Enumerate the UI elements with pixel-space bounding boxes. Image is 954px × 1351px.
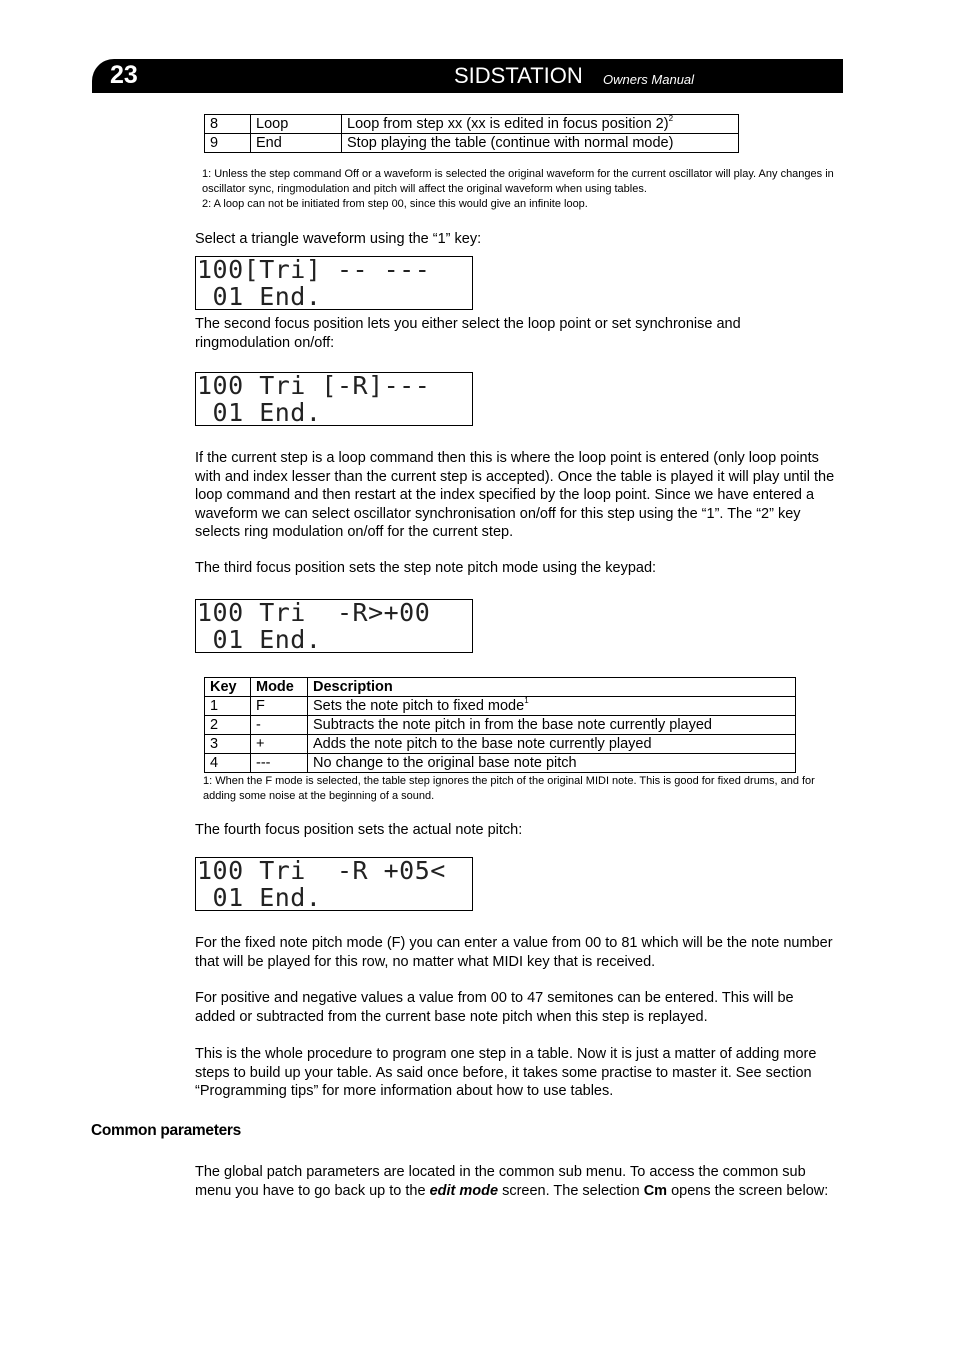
paragraph: This is the whole procedure to program one step in a table. Now it is just a matter of adding more steps to build up your table. As said once before, it takes some practise to master it. See section “Programming tips” for more information about how to use tables. bbox=[195, 1046, 817, 1099]
paragraph: The third focus position sets the step note pitch mode using the keypad: bbox=[195, 560, 657, 576]
table-row bbox=[205, 716, 796, 735]
paragraph: The second focus position lets you either select the loop point or set synchronise and ringmodulation on/off: bbox=[195, 316, 741, 351]
cell-key: 2 bbox=[205, 716, 251, 735]
strong-text: Cm bbox=[643, 1182, 668, 1199]
manual-subtitle: Owners Manual bbox=[603, 72, 695, 87]
cell-key: 3 bbox=[205, 735, 251, 754]
cell-key: 1 bbox=[205, 697, 251, 716]
cell-mode: --- bbox=[251, 754, 308, 773]
lcd-line: 01 End. bbox=[197, 398, 322, 427]
lcd-display bbox=[195, 256, 473, 310]
table-row bbox=[205, 697, 796, 716]
command-table bbox=[204, 114, 739, 153]
cell-key: 4 bbox=[205, 754, 251, 773]
lcd-display bbox=[195, 857, 473, 911]
lcd-line: 01 End. bbox=[197, 883, 322, 912]
lcd-line: 100 Tri -R>+00 bbox=[197, 598, 431, 627]
cell-mode: + bbox=[251, 735, 308, 754]
cell-desc: Sets the note pitch to fixed mode$^1$ bbox=[308, 697, 796, 716]
table-row bbox=[205, 134, 739, 153]
header-description: Description bbox=[308, 678, 796, 697]
footnote-ref: 1 bbox=[524, 696, 529, 705]
lcd-line: 01 End. bbox=[197, 625, 322, 654]
table-row bbox=[205, 735, 796, 754]
cell-desc: Adds the note pitch to the base note currently played bbox=[308, 735, 796, 754]
page-header bbox=[92, 59, 843, 93]
manual-title: SIDSTATION bbox=[454, 63, 583, 88]
table-row bbox=[205, 754, 796, 773]
header-mode: Mode bbox=[251, 678, 308, 697]
cell-name: Loop bbox=[251, 115, 342, 134]
pitch-mode-table bbox=[204, 677, 796, 773]
section-heading: Common parameters bbox=[91, 1122, 241, 1139]
cell-desc: Loop from step xx (xx is edited in focus position 2)$^2$ bbox=[342, 115, 739, 134]
footnote: 1: Unless the step command Off or a waveform is selected the original waveform for the current oscillator will play. Any changes in oscillator sync, ringmodulation and pitch will affect the original waveform when using tables. bbox=[202, 168, 834, 195]
header-key: Key bbox=[205, 678, 251, 697]
paragraph: The fourth focus position sets the actual note pitch: bbox=[195, 822, 523, 838]
emphasis: edit mode bbox=[429, 1182, 499, 1199]
footnote: 2: A loop can not be initiated from step 00, since this would give an infinite loop. bbox=[202, 198, 588, 210]
paragraph: For positive and negative values a value from 00 to 47 semitones can be entered. This will be added or subtracted from the current base note pitch when this step is replayed. bbox=[195, 990, 794, 1025]
page-number: 23 bbox=[110, 61, 138, 89]
footnote: 1: When the F mode is selected, the table step ignores the pitch of the original MIDI note. This is good for fixed drums, and for adding some noise at the beginning of a sound. bbox=[203, 775, 815, 802]
footnotes bbox=[202, 167, 842, 212]
table-header-row bbox=[205, 678, 796, 697]
paragraph: If the current step is a loop command then this is where the loop point is entered (only loop points with and index lesser than the current step is accepted). Once the table is played it will play until the loop command and then restart at the index specified by the loop point. Since we have entered a waveform we can select oscillator synchronisation on/off for this step using the “1”. The “2” key selects ring modulation on/off for the current step. bbox=[195, 450, 835, 540]
paragraph: Select a triangle waveform using the “1” key: bbox=[195, 231, 482, 247]
cell-num: 9 bbox=[205, 134, 251, 153]
lcd-line: 100 Tri -R +05< bbox=[197, 856, 446, 885]
footnote-ref: 2 bbox=[668, 114, 674, 123]
paragraph: For the fixed note pitch mode (F) you can enter a value from 00 to 81 which will be the note number that will be played for this row, no matter what MIDI key that is received. bbox=[195, 935, 833, 970]
paragraph: The global patch parameters are located in the common sub menu. To access the common sub menu you have to go back up to the edit mode screen. The selection Cm opens the screen below: bbox=[195, 1164, 829, 1199]
lcd-display bbox=[195, 372, 473, 426]
cell-desc: Subtracts the note pitch in from the base note currently played bbox=[308, 716, 796, 735]
lcd-line: 100 Tri [-R]--- bbox=[197, 371, 431, 400]
cell-name: End bbox=[251, 134, 342, 153]
cell-mode: - bbox=[251, 716, 308, 735]
cell-num: 8 bbox=[205, 115, 251, 134]
cell-desc: No change to the original base note pitch bbox=[308, 754, 796, 773]
lcd-display bbox=[195, 599, 473, 653]
cell-mode: F bbox=[251, 697, 308, 716]
lcd-line: 01 End. bbox=[197, 282, 322, 311]
table-row bbox=[205, 115, 739, 134]
cell-desc: Stop playing the table (continue with normal mode) bbox=[342, 134, 739, 153]
lcd-line: 100[Tri] -- --- bbox=[197, 255, 431, 284]
